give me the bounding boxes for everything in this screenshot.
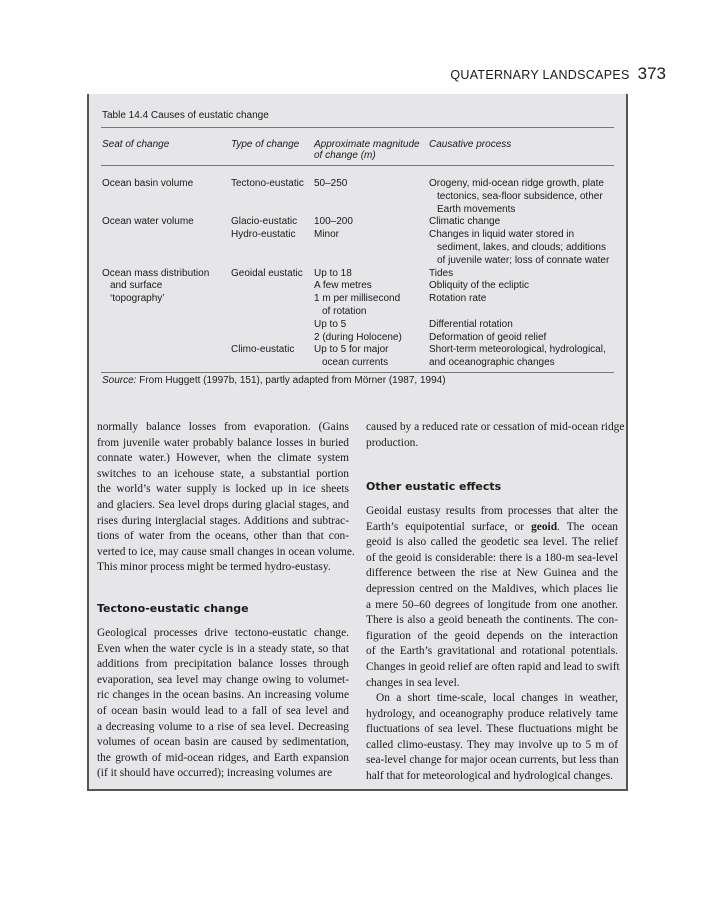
- cell-magnitude: of rotation: [322, 306, 367, 317]
- running-header: [450, 64, 666, 84]
- text-line: of the Earth’s gravitational and rotational potentials.: [366, 645, 618, 658]
- cell-process: Deformation of geoid relief: [429, 331, 547, 343]
- cell-seat: Ocean water volume: [102, 216, 194, 228]
- text-line: ric changes in the ocean basins. An increasing volume: [97, 689, 349, 702]
- text-line: evaporation, sea level may change owing to volumet-: [97, 673, 349, 686]
- text-line: depression centred on the Maldives, which places lie: [366, 582, 618, 595]
- table-caption: Table 14.4 Causes of eustatic change: [102, 110, 269, 121]
- cell-process: Earth movements: [437, 203, 516, 215]
- text-line: Earth’s equipotential surface, or geoid. The ocean: [366, 520, 618, 533]
- cell-process: Differential rotation: [429, 318, 513, 330]
- source-label: Source:: [102, 375, 137, 386]
- text-line: and glaciers. Sea level drops during glacial stages, and: [97, 498, 349, 511]
- text-line: called climo-eustasy. They may involve up to 5 m of: [366, 738, 618, 751]
- text-line: Even when the water cycle is in a steady state, so that: [97, 642, 349, 655]
- table-header-rule: [101, 165, 614, 166]
- col-header-magnitude-2: of change (m): [314, 150, 376, 161]
- heading-tectono-eustatic: Tectono-eustatic change: [97, 602, 249, 615]
- text-line: production.: [366, 436, 419, 449]
- cell-magnitude: ocean currents: [322, 357, 389, 369]
- right-paragraph-1: [366, 420, 625, 451]
- cell-type: Climo-eustatic: [231, 344, 295, 356]
- col-header-seat: Seat of change: [102, 139, 170, 150]
- cell-magnitude: Minor: [314, 229, 340, 241]
- page-number: 373: [637, 64, 666, 83]
- text-line: a decreasing volume to a rise of sea level. Decreasing: [97, 720, 349, 733]
- cell-magnitude: 100–200: [314, 216, 353, 228]
- right-paragraph-2: [366, 504, 618, 691]
- cell-type: Geoidal eustatic: [231, 267, 303, 279]
- text-line: geoid is also called the geodetic sea level. The relief: [366, 536, 618, 549]
- text-line: Changes in geoid relief are often rapid and lead to swift: [366, 660, 620, 673]
- text-line: rises during interglacial stages. Additions and subtrac-: [97, 514, 349, 527]
- cell-type: Tectono-eustatic: [231, 178, 304, 189]
- cell-seat: Ocean basin volume: [102, 178, 194, 189]
- cell-process: Changes in liquid water stored in: [429, 229, 575, 241]
- text-line: There is also a geoid beneath the continents. The con-: [366, 614, 618, 627]
- text-line: On a short time-scale, local changes in weather,: [376, 692, 618, 704]
- table-header: [102, 139, 612, 165]
- cell-magnitude: 1 m per millisecond: [314, 293, 401, 305]
- table-body: [102, 178, 612, 370]
- text-line: This minor process might be termed hydro-eustasy.: [97, 561, 331, 574]
- right-paragraph-3: [366, 691, 618, 785]
- cell-magnitude: A few metres: [314, 280, 372, 292]
- text-line: caused by a reduced rate or cessation of mid-ocean ridge: [366, 421, 625, 433]
- source-text: From Huggett (1997b, 151), partly adapted from Mörner (1987, 1994): [136, 375, 446, 386]
- cell-seat: ‘topography’: [110, 293, 165, 305]
- text-line: Geological processes drive tectono-eustatic change.: [97, 627, 349, 639]
- text-line: switches to an icehouse state, a substantial portion: [97, 467, 349, 480]
- col-header-process: Causative process: [429, 139, 512, 150]
- cell-seat: Ocean mass distribution: [102, 267, 210, 279]
- cell-process: Rotation rate: [429, 293, 487, 305]
- text-line: hydrology, and oceanography produce relatively tame: [366, 707, 618, 720]
- text-line: verted to ice, may cause small changes in ocean volume.: [97, 545, 355, 558]
- cell-type: Glacio-eustatic: [231, 216, 298, 228]
- left-paragraph-2: [97, 626, 349, 782]
- table-source: [102, 375, 446, 386]
- text-line: sea-level change for major ocean currents, but less than: [366, 754, 619, 767]
- text-line: the growth of mid-ocean ridges, and Earth expansion: [97, 751, 349, 764]
- text-line: tions of water from the oceans, other than that con-: [97, 530, 349, 543]
- cell-magnitude: Up to 18: [314, 267, 352, 279]
- cell-process: of juvenile water; loss of connate water: [437, 254, 610, 266]
- text-line: changes in sea level.: [366, 676, 460, 689]
- text-line: (if it should have occurred); increasing volumes are: [97, 767, 333, 780]
- col-header-type: Type of change: [231, 139, 300, 150]
- text-line: from juvenile water probably balance losses in buried: [97, 436, 349, 449]
- text-line: difference between the rise at New Guinea and the: [366, 567, 618, 580]
- cell-process: Tides: [429, 267, 454, 279]
- cell-magnitude: Up to 5: [314, 318, 347, 330]
- text-line: of ocean basin would lead to a fall of sea level and: [97, 704, 349, 717]
- cell-process: Orogeny, mid-ocean ridge growth, plate: [429, 178, 604, 189]
- cell-process: tectonics, sea-floor subsidence, other: [437, 190, 603, 202]
- left-paragraph-1: [97, 420, 355, 576]
- cell-magnitude: 2 (during Holocene): [314, 331, 402, 343]
- cell-magnitude: 50–250: [314, 178, 348, 189]
- text-line: half that for meteorological and hydrological changes.: [366, 769, 614, 782]
- text-line: figuration of the geoid depends on the interaction: [366, 629, 618, 642]
- heading-other-eustatic: Other eustatic effects: [366, 480, 502, 493]
- text-line: volumes of ocean basin are caused by sedimentation,: [97, 736, 349, 749]
- table-top-rule: [101, 127, 614, 128]
- text-line: fluctuations of sea level. These fluctuations might be: [366, 723, 618, 736]
- text-line: a mere 50–60 degrees of longitude from one another.: [366, 598, 618, 611]
- cell-process: and oceanographic changes: [429, 357, 555, 369]
- cell-process: Climatic change: [429, 216, 501, 228]
- running-title: QUATERNARY LANDSCAPES: [450, 68, 630, 82]
- cell-type: Hydro-eustatic: [231, 229, 296, 241]
- table-bottom-rule: [101, 372, 614, 373]
- text-line: the world’s water supply is locked up in ice sheets: [97, 483, 349, 496]
- cell-process: sediment, lakes, and clouds; additions: [437, 242, 606, 253]
- cell-process: Obliquity of the ecliptic: [429, 280, 530, 292]
- text-line: normally balance losses from evaporation. (Gains: [97, 421, 349, 433]
- col-header-magnitude: Approximate magnitude: [314, 139, 420, 150]
- text-line: connate water.) However, when the climate system: [97, 452, 349, 465]
- cell-process: Short-term meteorological, hydrological,: [429, 344, 606, 356]
- text-line: Geoidal eustasy results from processes that alter the: [366, 505, 618, 517]
- cell-magnitude: Up to 5 for major: [314, 344, 389, 356]
- text-line: of the geoid is considerable: there is a 180-m sea-level: [366, 551, 618, 564]
- text-line: additions from precipitation balance losses through: [97, 658, 349, 671]
- cell-seat: and surface: [110, 280, 163, 292]
